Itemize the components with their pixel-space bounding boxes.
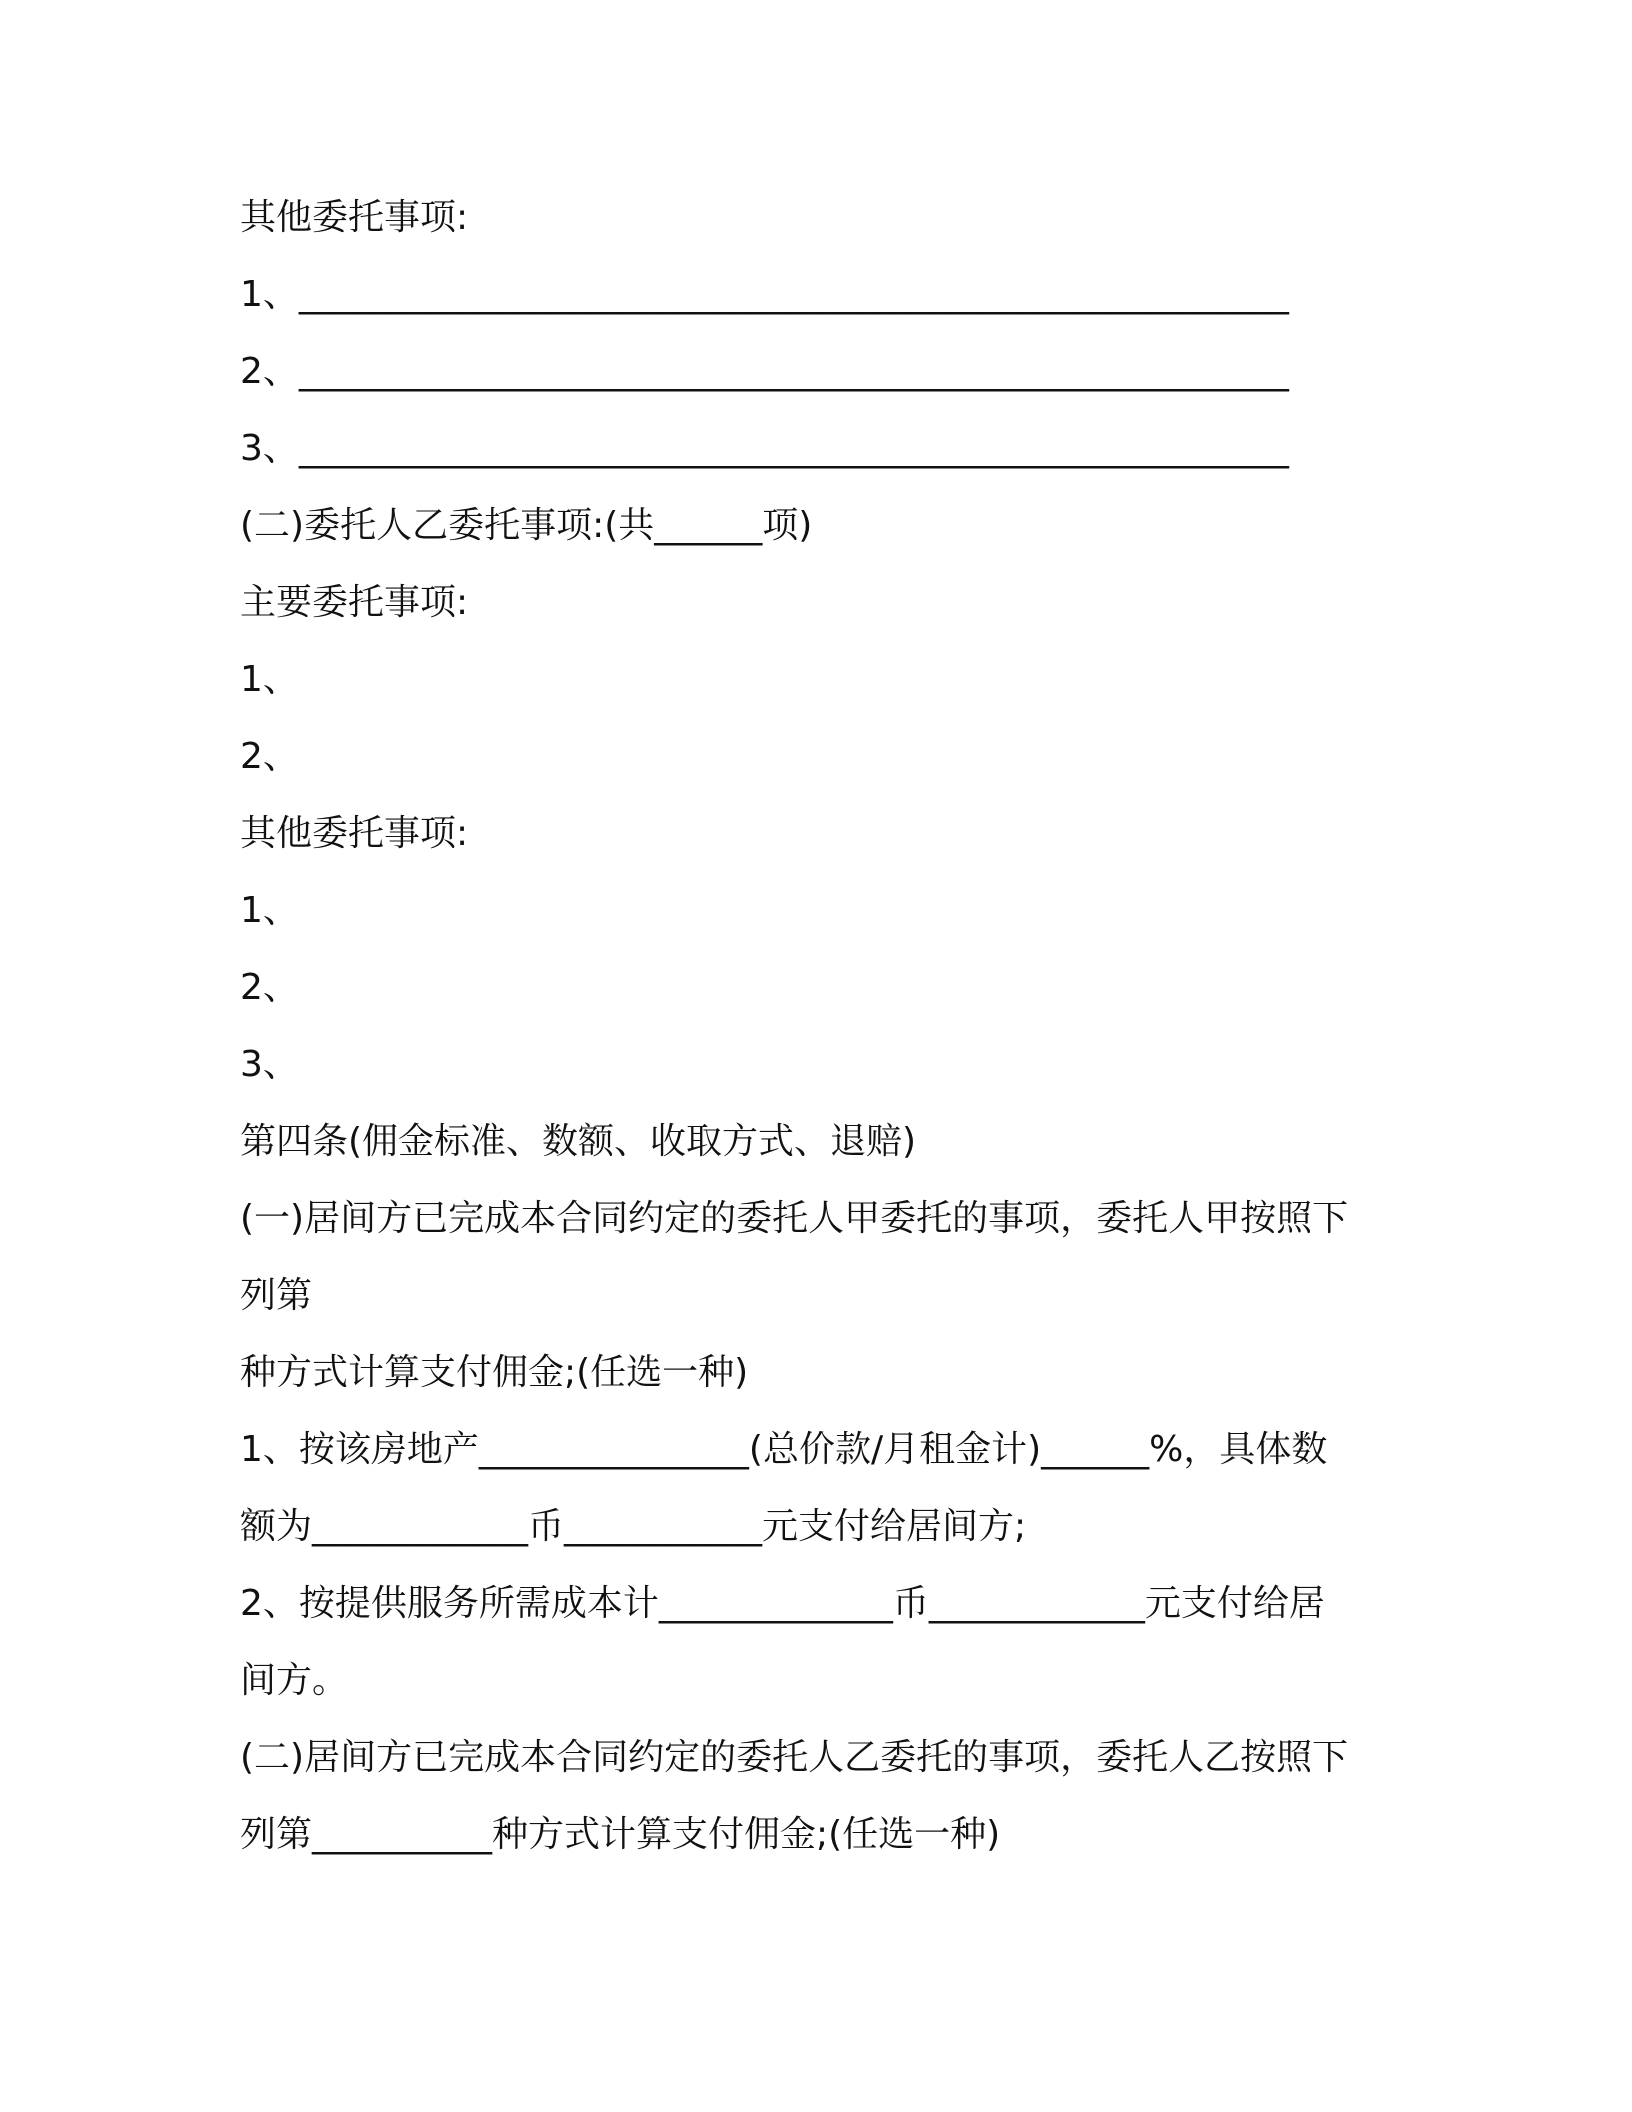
text-line: (一)居间方已完成本合同约定的委托人甲委托的事项，委托人甲按照下 xyxy=(240,1198,1349,1239)
text-line: 间方。 xyxy=(240,1660,349,1701)
text-line: (二)委托人乙委托事项:(共______项) xyxy=(240,505,813,546)
text-line: 主要委托事项: xyxy=(240,582,469,623)
text-line: 2、 xyxy=(240,736,299,777)
text-line: 1、 xyxy=(240,890,299,931)
text-line: 其他委托事项: xyxy=(240,813,469,854)
text-line: 列第__________种方式计算支付佣金;(任选一种) xyxy=(240,1814,1001,1855)
text-line: 第四条(佣金标准、数额、收取方式、退赔) xyxy=(240,1121,917,1162)
text-line: 其他委托事项: xyxy=(240,197,469,238)
text-line: 2、_______________________________________________________ xyxy=(240,351,1289,392)
text-line: 列第 xyxy=(240,1275,313,1316)
text-line: 1、 xyxy=(240,659,299,700)
text-line: (二)居间方已完成本合同约定的委托人乙委托的事项，委托人乙按照下 xyxy=(240,1737,1349,1778)
text-line: 1、按该房地产_______________(总价款/月租金计)______%，具体数 xyxy=(240,1429,1328,1470)
text-line: 种方式计算支付佣金;(任选一种) xyxy=(240,1352,749,1393)
text-line: 2、按提供服务所需成本计_____________币____________元支付给居 xyxy=(240,1583,1325,1624)
text-line: 3、_______________________________________________________ xyxy=(240,428,1289,469)
text-line: 2、 xyxy=(240,967,299,1008)
text-line: 3、 xyxy=(240,1044,299,1085)
text-line: 额为____________币___________元支付给居间方; xyxy=(240,1506,1027,1547)
text-line: 1、_______________________________________________________ xyxy=(240,274,1289,315)
